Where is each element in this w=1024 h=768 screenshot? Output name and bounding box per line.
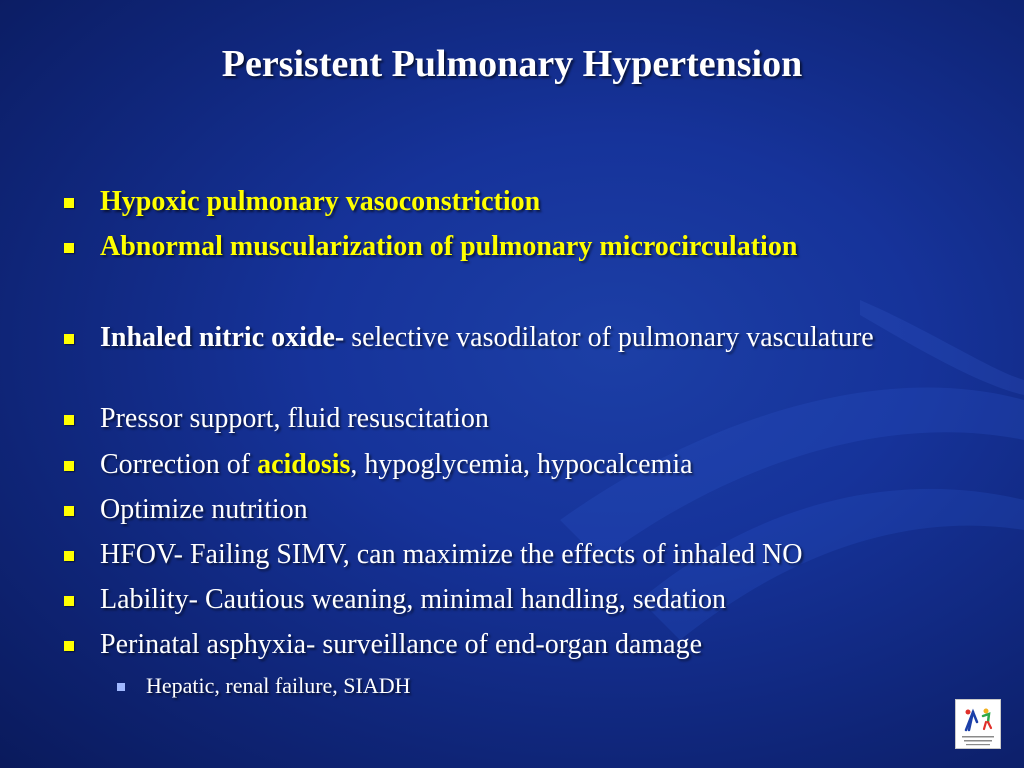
bullet-item-4	[100, 401, 980, 437]
bullet-item-8	[100, 582, 980, 618]
square-bullet-icon	[64, 641, 74, 651]
bullet-item-5	[100, 447, 980, 483]
bullet-item-9	[100, 627, 980, 663]
bullet-text: Perinatal asphyxia- surveillance of end-organ damage	[100, 629, 703, 660]
sub-bullet-text: Hepatic, renal failure, SIADH	[146, 673, 411, 698]
hospital-logo-icon	[955, 699, 1001, 749]
slide-title: Persistent Pulmonary Hypertension	[221, 43, 803, 85]
square-bullet-icon	[64, 243, 74, 253]
square-bullet-icon	[64, 461, 74, 471]
bullet-text: Hypoxic pulmonary vasoconstriction	[100, 186, 541, 217]
square-bullet-icon	[64, 596, 74, 606]
square-bullet-icon	[64, 551, 74, 561]
bullet-text-post: , hypoglycemia, hypocalcemia	[350, 449, 693, 480]
bullet-text: Pressor support, fluid resuscitation	[100, 403, 489, 434]
bullet-text: Lability- Cautious weaning, minimal handling, sedation	[100, 584, 727, 615]
square-bullet-icon	[64, 334, 74, 344]
bullet-text: Abnormal muscularization of pulmonary microcirculation	[100, 231, 798, 262]
bullet-item-2	[100, 229, 980, 265]
square-bullet-icon	[117, 683, 125, 691]
bullet-highlight: acidosis	[257, 449, 351, 480]
bullet-item-1	[100, 184, 980, 220]
square-bullet-icon	[64, 415, 74, 425]
bullet-text: selective vasodilator of pulmonary vasculature	[344, 322, 874, 353]
square-bullet-icon	[64, 198, 74, 208]
bullet-item-6	[100, 492, 980, 528]
bullet-item-7	[100, 537, 980, 573]
square-bullet-icon	[64, 506, 74, 516]
bullet-text-pre: Correction of	[100, 449, 258, 480]
bullet-text: HFOV- Failing SIMV, can maximize the effects of inhaled NO	[100, 539, 803, 570]
bullet-text: Optimize nutrition	[100, 494, 308, 525]
sub-bullet-item-1	[146, 672, 411, 700]
bullet-item-3	[100, 320, 880, 356]
bullet-bold-text: Inhaled nitric oxide-	[100, 322, 345, 353]
